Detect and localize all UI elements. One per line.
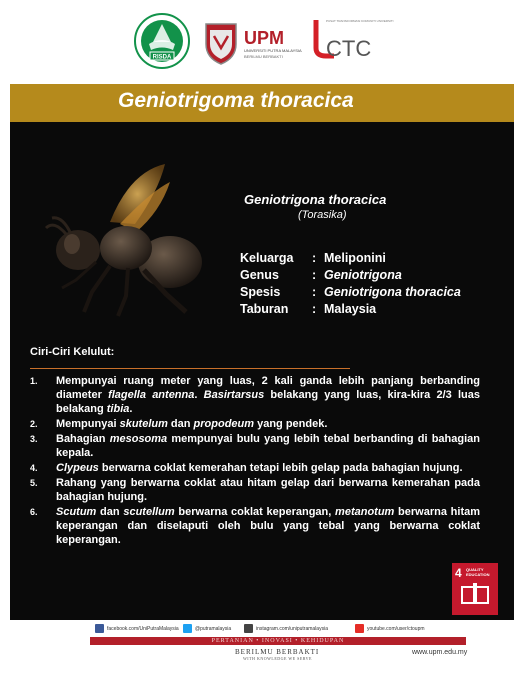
berilmu-berbakti-text: BERILMU BERBAKTI <box>235 648 320 656</box>
taxonomy-row <box>240 283 461 300</box>
species-common-name: (Torasika) <box>298 209 347 221</box>
upm-logo-sub: UNIVERSITI PUTRA MALAYSIA <box>244 48 302 53</box>
youtube-icon <box>355 624 364 633</box>
taxonomy-key: Spesis <box>240 284 281 299</box>
taxonomy-colon: : <box>312 267 317 282</box>
list-item-number: 4. <box>30 463 38 473</box>
taxonomy-colon: : <box>312 284 317 299</box>
page-title: Geniotrigoma thoracica <box>118 89 354 112</box>
taxonomy-colon: : <box>312 301 317 316</box>
ctc-logo-sub: PUSAT TRANSFORMASI KOMUNITI UNIVERSITI <box>326 19 394 23</box>
social-links-bar <box>0 622 525 638</box>
berilmu-subtitle: WITH KNOWLEDGE WE SERVE <box>243 656 312 661</box>
list-item <box>30 432 480 460</box>
logo-row <box>0 0 525 82</box>
upm-logo-tagline: BERILMU BERBAKTI <box>244 54 283 59</box>
taxonomy-value: Geniotrigona <box>324 267 402 282</box>
social-link[interactable] <box>355 624 425 633</box>
list-item <box>30 417 480 431</box>
taxonomy-colon: : <box>312 250 317 265</box>
motto-text: PERTANIAN • INOVASI • KEHIDUPAN <box>211 638 345 644</box>
list-item-number: 6. <box>30 507 38 517</box>
social-link-text: facebook.com/UniPutraMalaysia <box>107 625 179 632</box>
ctc-logo-text: CTC <box>326 36 372 61</box>
taxonomy-row <box>240 266 461 283</box>
social-link-text: @putramalaysia <box>195 625 232 632</box>
twitter-icon <box>183 624 192 633</box>
social-link-text: youtube.com/user/ctoupm <box>367 625 425 632</box>
list-item-number: 1. <box>30 376 38 386</box>
taxonomy-key: Genus <box>240 267 279 282</box>
list-item-text: Scutum dan scutellum berwarna coklat keperangan, metanotum berwarna hitam keperangan dan diselaputi oleh bulu yang tebal yang berwarna coklat keperangan. <box>56 506 480 546</box>
taxonomy-key: Keluarga <box>240 250 294 265</box>
taxonomy-row <box>240 300 461 317</box>
list-item <box>30 476 480 504</box>
title-banner <box>10 84 514 122</box>
social-link[interactable] <box>95 624 179 633</box>
taxonomy-value: Meliponini <box>324 250 386 265</box>
upm-logo-text: UPM <box>244 28 284 48</box>
characteristics-title: Ciri-Ciri Kelulut: <box>30 346 115 358</box>
section-divider <box>30 368 350 369</box>
list-item-text: Mempunyai skutelum dan propodeum yang pendek. <box>56 418 328 430</box>
risda-logo-text: RISDA <box>152 54 172 61</box>
website-link[interactable]: www.upm.edu.my <box>412 649 468 656</box>
sdg-number: 4 <box>455 566 462 580</box>
taxonomy-value: Geniotrigona thoracica <box>324 284 461 299</box>
characteristics-list <box>30 374 480 548</box>
list-item-number: 5. <box>30 478 38 488</box>
list-item-text: Bahagian mesosoma mempunyai bulu yang lebih tebal berbanding di bahagian kepala. <box>56 433 480 459</box>
sdg-label: QUALITY EDUCATION <box>466 567 490 577</box>
taxonomy-key: Taburan <box>240 301 289 316</box>
list-item <box>30 374 480 416</box>
list-item-text: Rahang yang berwarna coklat atau hitam gelap dari berwarna kemerahan pada bahagian hujung. <box>56 477 480 503</box>
list-item-text: Clypeus berwarna coklat kemerahan tetapi lebih gelap pada bahagian hujung. <box>56 462 463 474</box>
taxonomy-value: Malaysia <box>324 301 377 316</box>
stingless-bee-image <box>40 162 210 322</box>
social-link[interactable] <box>244 624 328 633</box>
ctc-logo <box>302 12 394 66</box>
list-item <box>30 505 480 547</box>
sdg-quality-education-badge <box>452 563 498 615</box>
book-pencil-icon <box>460 583 490 609</box>
social-link-text: instagram.com/uniputramalaysia <box>256 625 328 632</box>
taxonomy-row <box>240 249 461 266</box>
risda-logo <box>133 12 191 70</box>
motto-bar <box>90 637 466 645</box>
instagram-icon <box>244 624 253 633</box>
list-item-text: Mempunyai ruang meter yang luas, 2 kali ganda lebih panjang berbanding diameter flagella antenna. Basirtarsus belakang yang luas, kira-kira 2/3 luas belakang tibia. <box>56 375 481 415</box>
list-item-number: 3. <box>30 434 38 444</box>
social-link[interactable] <box>183 624 231 633</box>
taxonomy-table <box>240 249 461 317</box>
list-item-number: 2. <box>30 419 38 429</box>
facebook-icon <box>95 624 104 633</box>
species-scientific-name: Geniotrigona thoracica <box>244 192 387 207</box>
list-item <box>30 461 480 475</box>
